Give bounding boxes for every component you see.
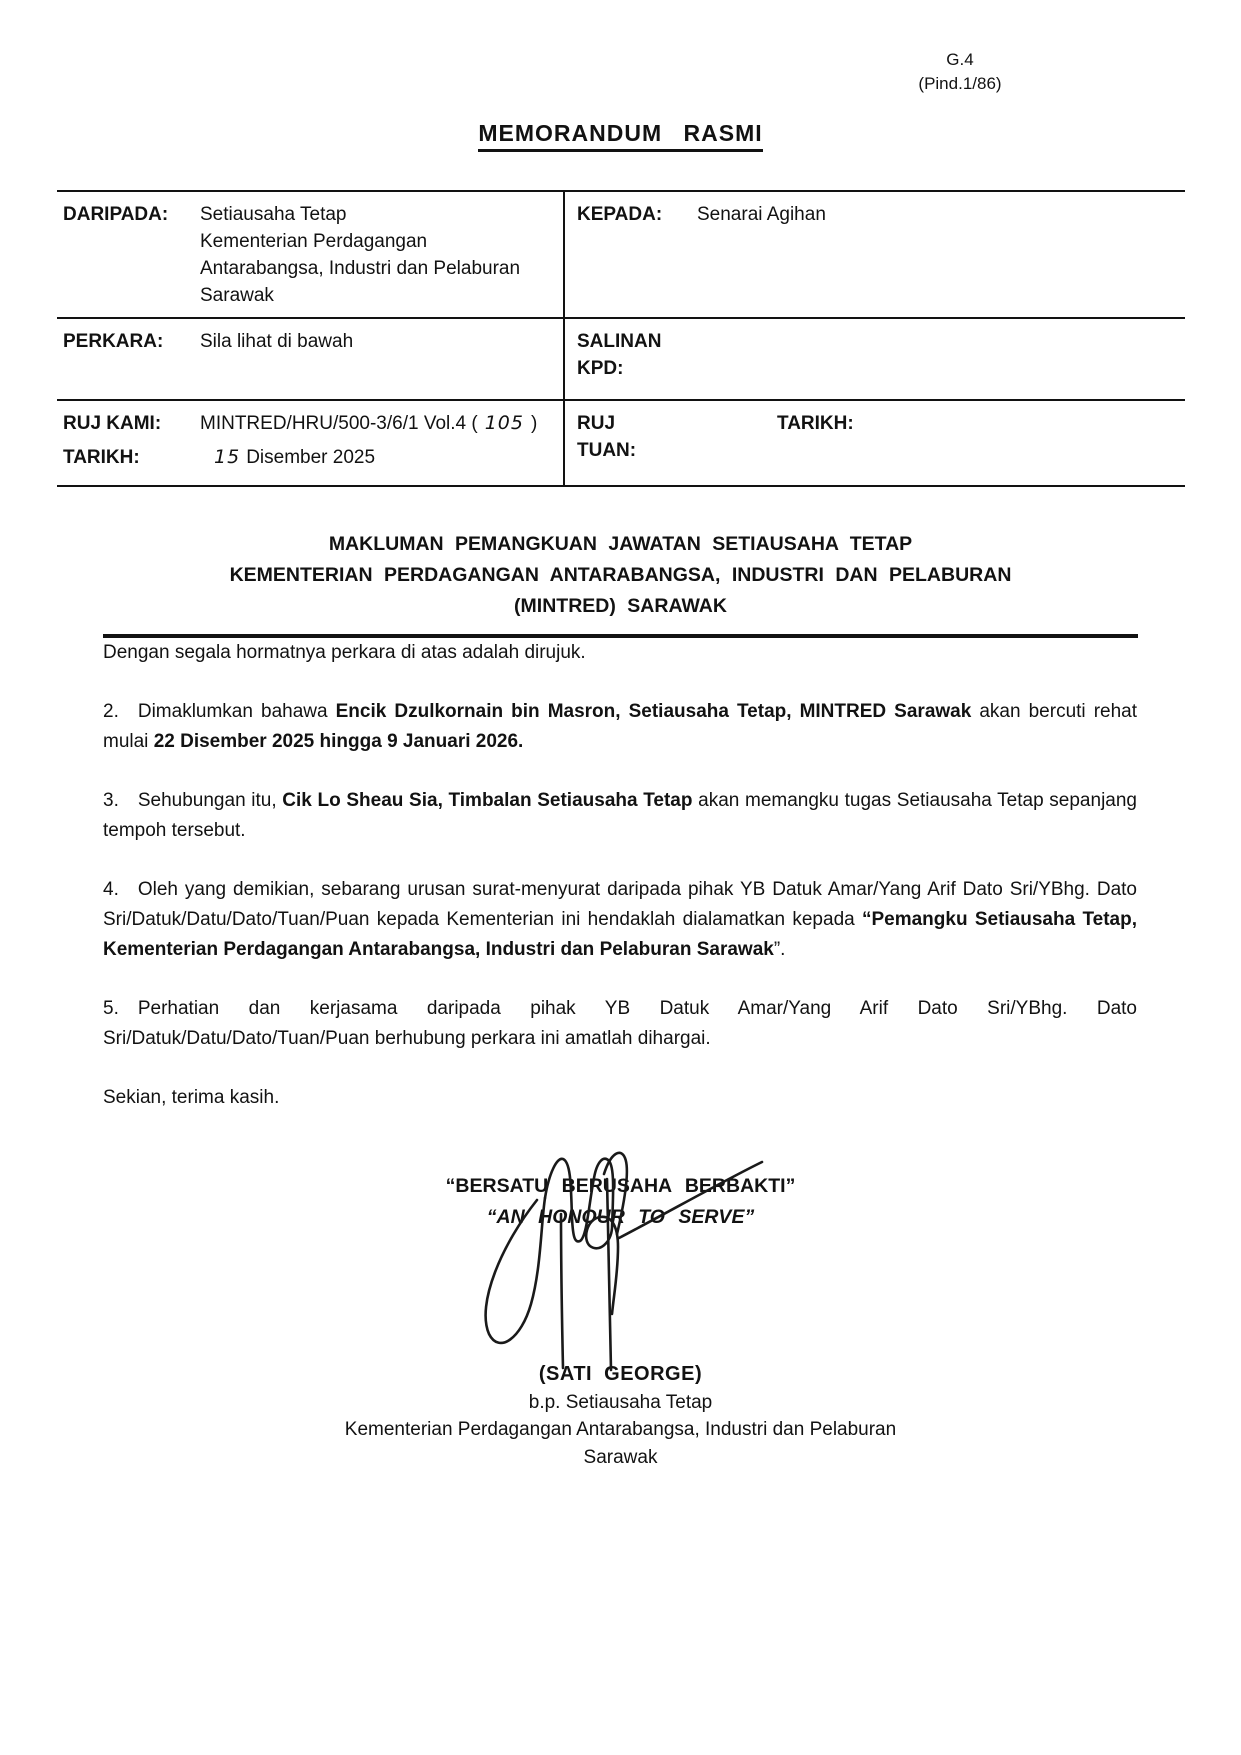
subject-line-2: KEMENTERIAN PERDAGANGAN ANTARABANGSA, INDUSTRI DAN PELABURAN (229, 564, 1012, 586)
daripada-label: DARIPADA: (63, 204, 169, 225)
tarikh-handwritten-day: 15 (214, 445, 241, 468)
cell-ruj-kami (57, 401, 565, 485)
subject-heading (103, 529, 1138, 638)
signature-block (0, 1361, 1241, 1471)
signatory-name: (SATI GEORGE) (538, 1363, 703, 1385)
perkara-label: PERKARA: (63, 331, 164, 352)
salinan-label-line2: KPD: (577, 358, 624, 379)
kepada-label: KEPADA: (577, 204, 663, 225)
cell-kepada (565, 192, 1185, 317)
tarikh-month-year: Disember 2025 (246, 446, 376, 468)
cell-daripada (57, 192, 565, 317)
subject-line-3: (MINTRED) SARAWAK (514, 595, 727, 617)
paragraph-3-text2: akan memangku tugas Setiausaha Tetap sepanjang tempoh tersebut. (103, 790, 1137, 841)
tarikh-tuan-label: TARIKH: (777, 413, 854, 434)
ruj-tuan-label (577, 410, 777, 477)
daripada-value (200, 201, 520, 309)
tarikh-value (200, 444, 559, 478)
daripada-line-2: Kementerian Perdagangan (200, 231, 428, 252)
form-code-block (880, 48, 1040, 96)
ruj-kami-value (200, 410, 559, 444)
paragraph-2-text: Dimaklumkan bahawa (137, 701, 336, 722)
cell-ruj-tuan (565, 401, 1185, 485)
signatory-org: Kementerian Perdagangan Antarabangsa, Industri dan Pelaburan (344, 1419, 897, 1440)
paragraph-2-text2: akan bercuti rehat mulai (103, 701, 1137, 752)
memo-body (103, 638, 1137, 1113)
ruj-tuan-label-line2: TUAN: (577, 440, 637, 461)
ruj-kami-label: RUJ KAMI: (63, 413, 162, 434)
ruj-kami-handwritten-number: 105 (484, 412, 524, 434)
ruj-tuan-label-line1: RUJ (577, 413, 616, 434)
daripada-line-4: Sarawak (200, 285, 274, 306)
paragraph-4 (103, 875, 1137, 965)
paragraph-1: Dengan segala hormatnya perkara di atas adalah dirujuk. (103, 642, 586, 663)
paragraph-4-text: Oleh yang demikian, sebarang urusan surat-menyurat daripada pihak YB Datuk Amar/Yang Arif Dato Sri/YBhg. Dato Sri/Datuk/Datu/Dato/Tuan/Puan kepada Kementerian ini hendaklah dialamatkan kepada (103, 879, 1137, 930)
paragraph-3 (103, 786, 1137, 846)
motto-malay: “BERSATU BERUSAHA BERBAKTI” (445, 1175, 796, 1197)
form-code: G.4 (946, 50, 974, 69)
paragraph-2-bold-name: Encik Dzulkornain bin Masron, Setiausaha Tetap, MINTRED Sarawak (335, 701, 972, 722)
closing-line: Sekian, terima kasih. (103, 1087, 280, 1108)
paragraph-2-bold-dates: 22 Disember 2025 hingga 9 Januari 2026. (153, 731, 524, 752)
subject-line-1: MAKLUMAN PEMANGKUAN JAWATAN SETIAUSAHA TETAP (328, 533, 913, 555)
kepada-value: Senarai Agihan (697, 204, 826, 225)
paragraph-2 (103, 697, 1137, 757)
cell-salinan (565, 319, 1185, 399)
salinan-label (577, 328, 661, 391)
cell-perkara (57, 319, 565, 399)
paragraph-4-bold-address: “Pemangku Setiausaha Tetap, Kementerian Perdagangan Antarabangsa, Industri dan Pelaburan Sarawak (103, 909, 1137, 960)
motto-english: “AN HONOUR TO SERVE” (486, 1206, 755, 1228)
paragraph-5 (103, 994, 1137, 1054)
motto-block (0, 1171, 1241, 1233)
salinan-label-line1: SALINAN (577, 331, 662, 352)
page-title: MEMORANDUM RASMI (478, 120, 762, 152)
memo-header-table (57, 190, 1185, 487)
signatory-org-line2: Sarawak (583, 1446, 658, 1468)
title-wrap (0, 0, 1241, 152)
perkara-value: Sila lihat di bawah (200, 331, 354, 352)
paragraph-4-number: 4. (103, 879, 119, 900)
paragraph-3-number: 3. (103, 790, 119, 811)
ruj-kami-ref-close: ) (530, 413, 538, 434)
daripada-line-1: Setiausaha Tetap (200, 204, 347, 225)
tarikh-label: TARIKH: (63, 446, 140, 468)
table-row-daripada-kepada (57, 192, 1185, 319)
signatory-capacity: b.p. Setiausaha Tetap (528, 1391, 713, 1413)
daripada-line-3: Antarabangsa, Industri dan Pelaburan (200, 258, 521, 279)
table-row-perkara-salinan (57, 319, 1185, 401)
ruj-kami-ref: MINTRED/HRU/500-3/6/1 Vol.4 ( (200, 413, 478, 434)
ruj-kami-grid (63, 410, 559, 477)
paragraph-3-bold-name: Cik Lo Sheau Sia, Timbalan Setiausaha Tetap (282, 790, 693, 811)
paragraph-3-text: Sehubungan itu, (137, 790, 283, 811)
ruj-tuan-row (577, 410, 1181, 477)
paragraph-5-text: Perhatian dan kerjasama daripada pihak YB Datuk Amar/Yang Arif Dato Sri/YBhg. Dato Sri/Datuk/Datu/Dato/Tuan/Puan berhubung perkara ini amatlah dihargai. (103, 998, 1137, 1049)
paragraph-5-number: 5. (103, 998, 119, 1019)
paragraph-2-number: 2. (103, 701, 119, 722)
table-row-ruj-tarikh (57, 401, 1185, 485)
paragraph-4-text2: ”. (773, 939, 786, 960)
form-revision: (Pind.1/86) (918, 74, 1002, 93)
